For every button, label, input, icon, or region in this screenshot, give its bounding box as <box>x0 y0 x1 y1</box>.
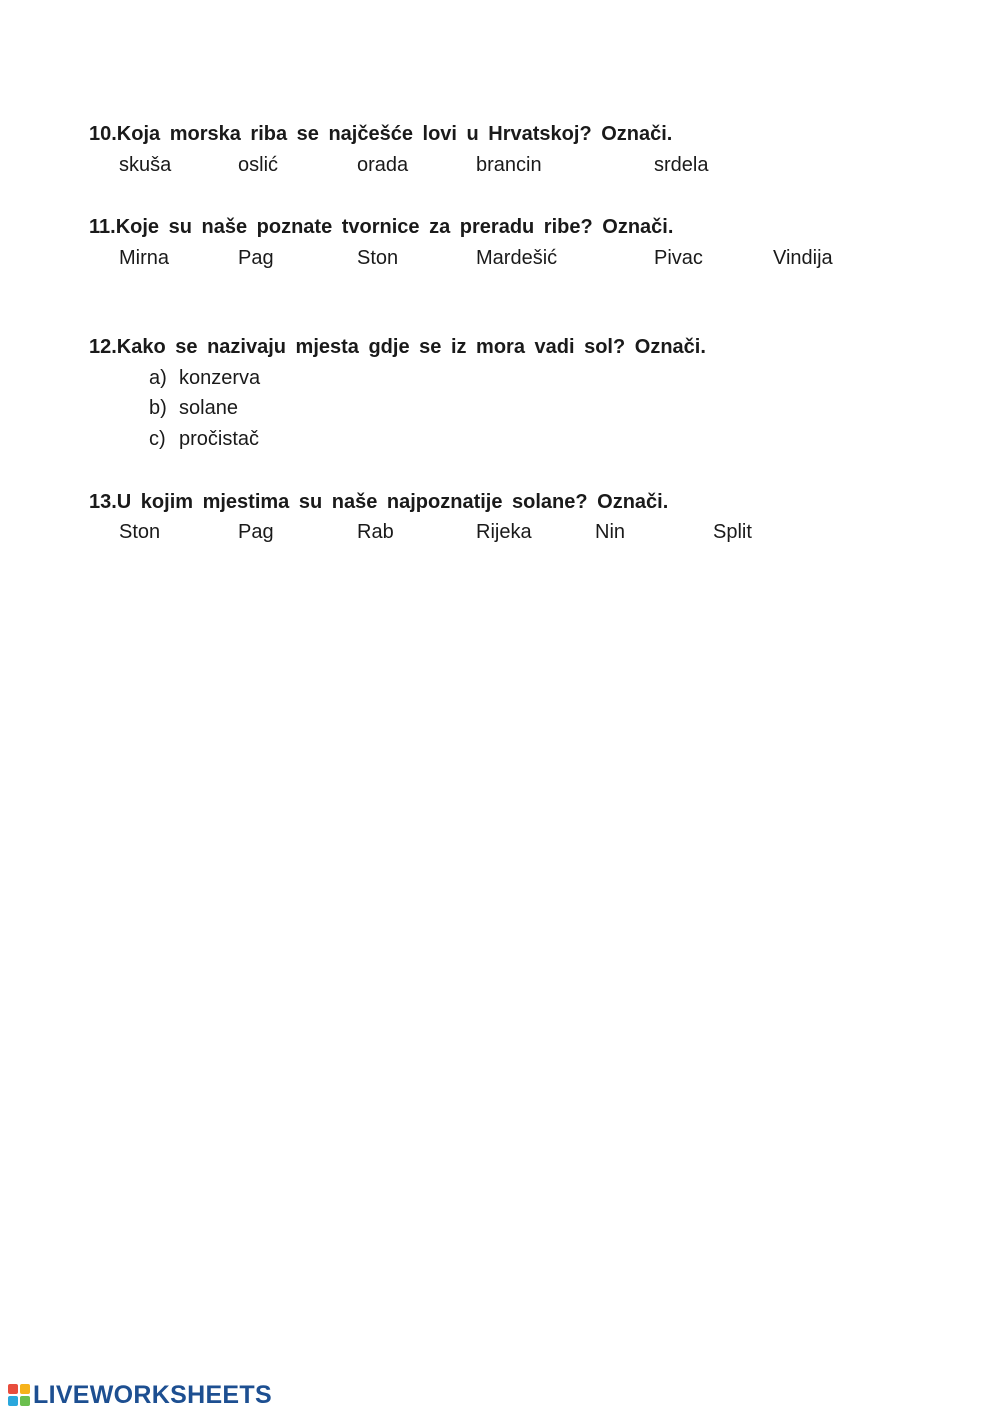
logo-square-icon <box>8 1384 18 1394</box>
option-ston[interactable]: Ston <box>357 247 399 269</box>
option-mardesic[interactable]: Mardešić <box>476 247 558 269</box>
list-item-label: b) <box>149 397 167 419</box>
question-10-title: 10.Koja morska riba se najčešće lovi u Hrvatskoj? Označi. <box>89 123 673 145</box>
list-item-text: pročistač <box>179 428 260 450</box>
list-item-b[interactable] <box>149 396 238 420</box>
option-pag[interactable]: Pag <box>238 521 274 543</box>
logo-square-icon <box>20 1396 30 1406</box>
option-rijeka[interactable]: Rijeka <box>476 521 532 543</box>
option-rab[interactable]: Rab <box>357 521 394 543</box>
list-item-text: solane <box>179 397 238 419</box>
list-item-a[interactable] <box>149 366 260 390</box>
option-mirna[interactable]: Mirna <box>119 247 170 269</box>
logo-square-icon <box>8 1396 18 1406</box>
liveworksheets-logo <box>8 1381 272 1409</box>
option-srdela[interactable]: srdela <box>654 154 709 176</box>
list-item-text: konzerva <box>179 367 261 389</box>
option-pag[interactable]: Pag <box>238 247 274 269</box>
question-13-title: 13.U kojim mjestima su naše najpoznatije solane? Označi. <box>89 491 669 513</box>
list-item-c[interactable] <box>149 427 259 451</box>
logo-text: LIVEWORKSHEETS <box>33 1381 272 1409</box>
question-12-title: 12.Kako se nazivaju mjesta gdje se iz mora vadi sol? Označi. <box>89 336 706 358</box>
option-brancin[interactable]: brancin <box>476 154 542 176</box>
list-item-label: a) <box>149 367 167 389</box>
option-skusa[interactable]: skuša <box>119 154 172 176</box>
logo-square-icon <box>20 1384 30 1394</box>
option-orada[interactable]: orada <box>357 154 409 176</box>
option-pivac[interactable]: Pivac <box>654 247 703 269</box>
option-vindija[interactable]: Vindija <box>773 247 833 269</box>
list-item-label: c) <box>149 428 166 450</box>
option-split[interactable]: Split <box>713 521 752 543</box>
question-11-title: 11.Koje su naše poznate tvornice za preradu ribe? Označi. <box>89 216 674 238</box>
option-oslic[interactable]: oslić <box>238 154 279 176</box>
option-ston[interactable]: Ston <box>119 521 161 543</box>
option-nin[interactable]: Nin <box>595 521 626 543</box>
logo-mark-icon <box>8 1384 30 1406</box>
